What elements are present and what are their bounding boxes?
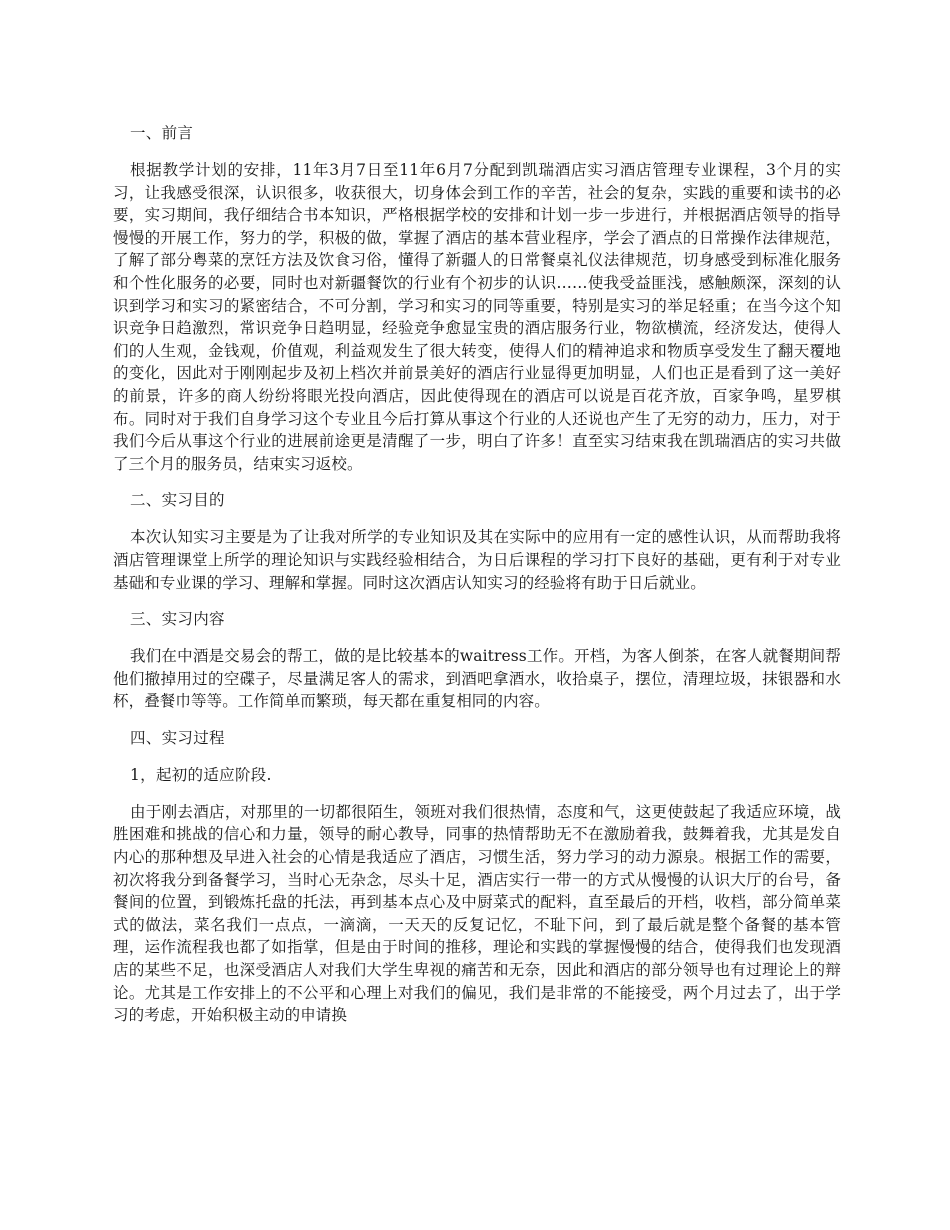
section-heading-purpose: 二、实习目的 <box>130 491 225 510</box>
content-paragraph: 我们在中酒是交易会的帮工，做的是比较基本的waitress工作。开档，为客人倒茶，在客人就餐期间帮他们撤掉用过的空碟子，尽量满足客人的需求，到酒吧拿酒水，收拾桌子，摆位，清理垃圾，抹银器和水杯，叠餐巾等等。工作简单而繁琐，每天都在重复相同的内容。 <box>113 647 841 711</box>
process-subheading: 1，起初的适应阶段. <box>130 765 272 784</box>
section-heading-preface: 一、前言 <box>130 124 194 142</box>
purpose-paragraph: 本次认知实习主要是为了让我对所学的专业知识及其在实际中的应用有一定的感性认识，从而帮助我将酒店管理课堂上所学的理论知识与实践经验相结合，为日后课程的学习打下良好的基础，更有利于对专业基础和专业课的学习、理解和掌握。同时这次酒店认知实习的经验将有助于日后就业。 <box>113 528 841 592</box>
preface-paragraph: 根据教学计划的安排，11年3月7日至11年6月7分配到凯瑞酒店实习酒店管理专业课程，3个月的实习，让我感受很深，认识很多，收获很大，切身体会到工作的辛苦，社会的复杂，实践的重要和读书的必要，实习期间，我仔细结合书本知识，严格根据学校的安排和计划一步一步进行，并根据酒店领导的指导慢慢的开展工作，努力的学，积极的做，掌握了酒店的基本营业程序，学会了酒点的日常操作法律规范，了解了部分粤菜的烹饪方法及饮食习俗，懂得了新疆人的日常餐桌礼仪法律规范，切身感受到标准化服务和个性化服务的必要，同时也对新疆餐饮的行业有个初步的认识……使我受益匪浅，感触颇深，深刻的认识到学习和实习的紧密结合，不可分割，学习和实习的同等重要，特别是实习的举足轻重；在当今这个知识竞争日趋激烈，常识竞争日趋明显，经验竞争愈显宝贵的酒店服务行业，物欲横流，经济发达，使得人们的人生观，金钱观，价值观，利益观发生了很大转变，使得人们的精神追求和物质享受发生了翻天覆地的变化，因此对于刚刚起步及初上档次并前景美好的酒店行业显得更加明显，人们也正是看到了这一美好的前景，许多的商人纷纷将眼光投向酒店，因此使得现在的酒店可以说是百花齐放，百家争鸣，星罗棋布。同时对于我们自身学习这个专业且今后打算从事这个行业的人还说也产生了无穷的动力，压力，对于我们今后从事这个行业的进展前途更是清醒了一步，明白了许多！直至实习结束我在凯瑞酒店的实习共做了三个月的服务员，结束实习返校。 <box>113 161 841 473</box>
process-paragraph: 由于刚去酒店，对那里的一切都很陌生，领班对我们很热情，态度和气，这更使鼓起了我适应环境，战胜困难和挑战的信心和力量，领导的耐心教导，同事的热情帮助无不在激励着我，鼓舞着我，尤其是发自内心的那种想及早进入社会的心情是我适应了酒店，习惯生活，努力学习的动力源泉。根据工作的需要，初次将我分到备餐学习，当时心无杂念，尽头十足，酒店实行一带一的方式从慢慢的认识大厅的台号，备餐间的位置，到锻炼托盘的托法，再到基本点心及中厨菜式的配料，直至最后的开档，收档，部分简单菜式的做法，菜名我们一点点，一滴滴，一天天的反复记忆，不耻下问，到了最后就是整个备餐的基本管理，运作流程我也都了如指掌，但是由于时间的推移，理论和实践的掌握慢慢的结合，使得我们也发现酒店的某些不足，也深受酒店人对我们大学生卑视的痛苦和无奈，因此和酒店的部分领导也有过理论上的辩论。尤其是工作安排上的不公平和心理上对我们的偏见，我们是非常的不能接受，两个月过去了，出于学习的考虑，开始积极主动的申请换 <box>113 802 841 1025</box>
section-heading-process: 四、实习过程 <box>130 728 225 747</box>
section-heading-content: 三、实习内容 <box>130 610 225 629</box>
document-page <box>113 122 841 1041</box>
